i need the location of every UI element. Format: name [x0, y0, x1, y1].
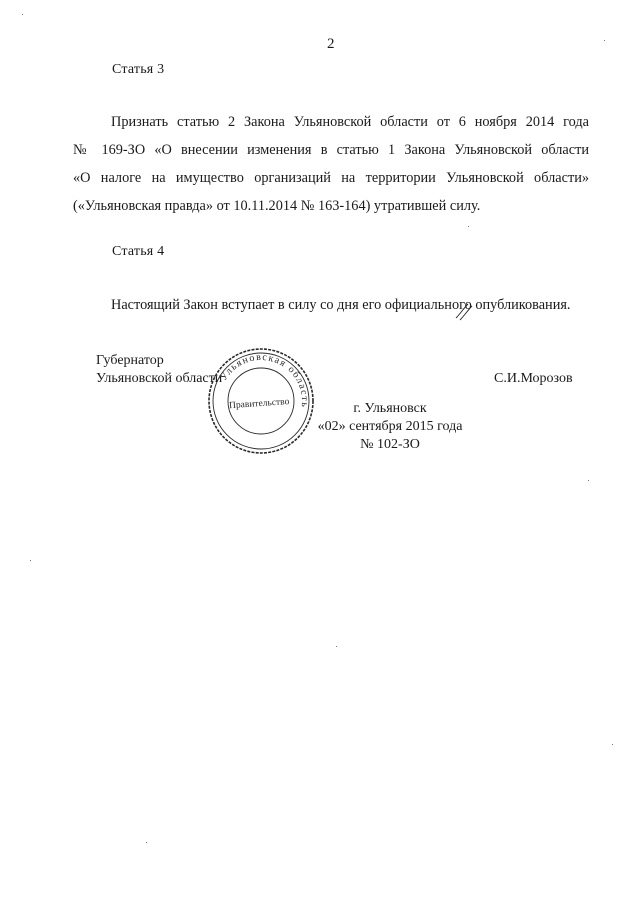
- official-seal: [206, 346, 316, 456]
- article-3-text: [73, 108, 589, 220]
- signature-mark: [450, 298, 490, 322]
- signatory-title-line-1: Губернатор: [96, 353, 164, 368]
- article-3-line-3: «О налоге на имущество организаций на территории Ульяновской области»: [73, 170, 589, 186]
- scan-speck: [30, 560, 31, 561]
- article-4-heading: Статья 4: [112, 244, 165, 259]
- scan-speck: [588, 480, 589, 481]
- page-number: 2: [327, 36, 335, 52]
- article-3-line-2: № 169-ЗО «О внесении изменения в статью 1 Закона Ульяновской области: [73, 142, 589, 158]
- article-3-line-4: («Ульяновская правда» от 10.11.2014 № 163-164) утратившей силу.: [73, 198, 481, 214]
- scan-speck: [336, 646, 337, 647]
- article-4-text: [111, 291, 591, 319]
- article-3-line-1: Признать статью 2 Закона Ульяновской области от 6 ноября 2014 года: [111, 114, 589, 130]
- scan-speck: [612, 744, 613, 745]
- seal-ring-text: Ульяновская область: [218, 351, 311, 409]
- signatory-name: С.И.Морозов: [494, 371, 573, 386]
- scan-speck: [146, 842, 147, 843]
- law-date: «02» сентября 2015 года: [317, 419, 463, 434]
- scan-speck: [468, 226, 469, 227]
- article-4-line: Настоящий Закон вступает в силу со дня его официального опубликования.: [111, 297, 571, 313]
- signatory-title: [96, 352, 222, 388]
- place-and-date: [304, 400, 476, 454]
- signatory-title-line-2: Ульяновской области: [96, 371, 223, 386]
- scan-speck: [22, 14, 23, 15]
- law-number: № 102-ЗО: [360, 437, 420, 452]
- city: г. Ульяновск: [353, 401, 427, 416]
- article-3-heading: Статья 3: [112, 62, 165, 77]
- seal-center-text: Правительство: [228, 397, 290, 412]
- scan-speck: [604, 40, 605, 41]
